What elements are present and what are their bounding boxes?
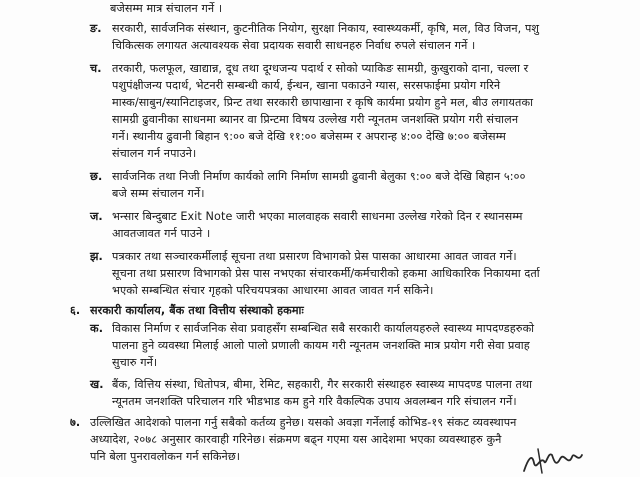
handwritten-signature (518, 437, 588, 477)
item-marker: ख. (90, 378, 104, 391)
text-line: अध्यादेश, २०७८ अनुसार कारवाही गरिनेछ। संक्रमण बढ्न गएमा यस आदेशमा भएका व्यवस्थाहरु कुनै (90, 433, 502, 446)
item-marker: क. (90, 322, 104, 335)
item-marker: झ. (90, 250, 103, 263)
text-line: सुचारु गर्ने। (112, 356, 158, 369)
text-line: चिकित्सक लगायत अत्यावश्यक सेवा प्रदायक सवारी साधनहरु निर्वाध रुपले संचालन गर्ने । (112, 39, 476, 52)
text-line: गर्ने। स्थानीय ढुवानी बिहान ९:०० बजे देखि ११:०० बजेसम्म र अपरान्ह ४:०० देखि ७:०० बजेसम्म (112, 130, 506, 143)
text-line: भएको सम्बन्धित संचार गृहको परिचयपत्रका आधारमा आवत जावत गर्न सकिने। (112, 284, 434, 297)
text-line: सरकारी, सार्वजनिक संस्थान, कुटनीतिक नियोग, सुरक्षा निकाय, स्वास्थ्यकर्मी, कृषि, मल, विउ विजन, पशु (112, 22, 540, 35)
text-line: बजे सम्म संचालन गर्ने। (112, 187, 205, 200)
text-line: आवतजावत गर्न पाउने । (112, 227, 211, 240)
text-line: बजेसम्म मात्र संचालन गर्ने । (110, 2, 223, 15)
item-marker: ज. (90, 210, 103, 223)
section-number: ६. (70, 304, 81, 317)
text-line: विकास निर्माण र सार्वजनिक सेवा प्रवाहसँग सम्बन्धित सबै सरकारी कार्यालयहरुले स्वास्थ्य मापदण्डहरुको (112, 322, 535, 335)
text-line: पशुपंक्षीजन्य पदार्थ, भेटनरी सम्बन्धी कार्य, ईन्धन, खाना पकाउने ग्यास, सरसफाईमा प्रयोग गरिने (112, 79, 501, 92)
text-line: भन्सार बिन्दुबाट Exit Note जारी भएका मालवाहक सवारी साधनमा उल्लेख गरेको दिन र स्थानसम्म (112, 210, 523, 223)
text-line: सूचना तथा प्रसारण विभागको प्रेस पास नभएका संचारकर्मी/कर्मचारीको हकमा आधिकारिक निकायमा दर्ता (112, 267, 540, 280)
text-line: संचालन गर्न नपाउने। (112, 147, 197, 160)
text-line: पनि बेला पुनरावलोकन गर्न सकिनेछ। (90, 450, 241, 463)
text-line: सामग्री ढुवानीका साधनमा ब्यानर वा प्रिन्टमा विषय उल्लेख गरी न्यूनतम जनशक्ति प्रयोग गरी संचालन (112, 113, 519, 126)
item-marker: छ. (90, 170, 103, 183)
item-marker: च. (90, 62, 102, 75)
item-marker: ङ. (90, 22, 102, 35)
section-title: सरकारी कार्यालय, बैंक तथा वित्तीय संस्थाको हकमाः (90, 304, 304, 317)
text-line: तरकारी, फलफूल, खाद्यान्न, दूध तथा दूग्धजन्य पदार्थ र सोको प्याकिङ सामग्री, कुखुराको दाना, चल्ला र (112, 62, 529, 75)
text-line: न्यूनतम जनशक्ति परिचालन गरि भीडभाड कम हुने गरि वैकल्पिक उपाय अवलम्बन गरि संचालन गर्ने। (112, 395, 517, 408)
text-line: मास्क/साबुन/स्यानिटाइजर, प्रिन्ट तथा सरकारी छापाखाना र कृषि कार्यमा प्रयोग हुने मल, बीउ लगायतका (112, 96, 534, 109)
text-line: बैंक, वित्तिय संस्था, धितोपत्र, बीमा, रेमिट, सहकारी, गैर सरकारी संस्थाहरु स्वास्थ्य मापदण्ड पालना तथा (112, 378, 533, 391)
text-line: पालना हुने व्यवस्था मिलाई आलो पालो प्रणाली कायम गरी न्यूनतम जनशक्ति मात्र प्रयोग गरी सेवा प्रवाह (112, 339, 530, 352)
text-line: उल्लिखित आदेशको पालना गर्नु सबैको कर्तव्य हुनेछ। यसको अवज्ञा गर्नेलाई कोभिड-१९ संकट व्यवस्थापन (90, 416, 517, 429)
section-number: ७. (70, 416, 81, 429)
text-line: पत्रकार तथा सञ्चारकर्मीलाई सूचना तथा प्रसारण विभागको प्रेस पासका आधारमा आवत जावत गर्ने। (112, 250, 517, 263)
text-line: सार्वजनिक तथा निजी निर्माण कार्यको लागि निर्माण सामग्री ढुवानी बेलुका ९:०० बजे देखि बिहान ५:०० (112, 170, 526, 183)
